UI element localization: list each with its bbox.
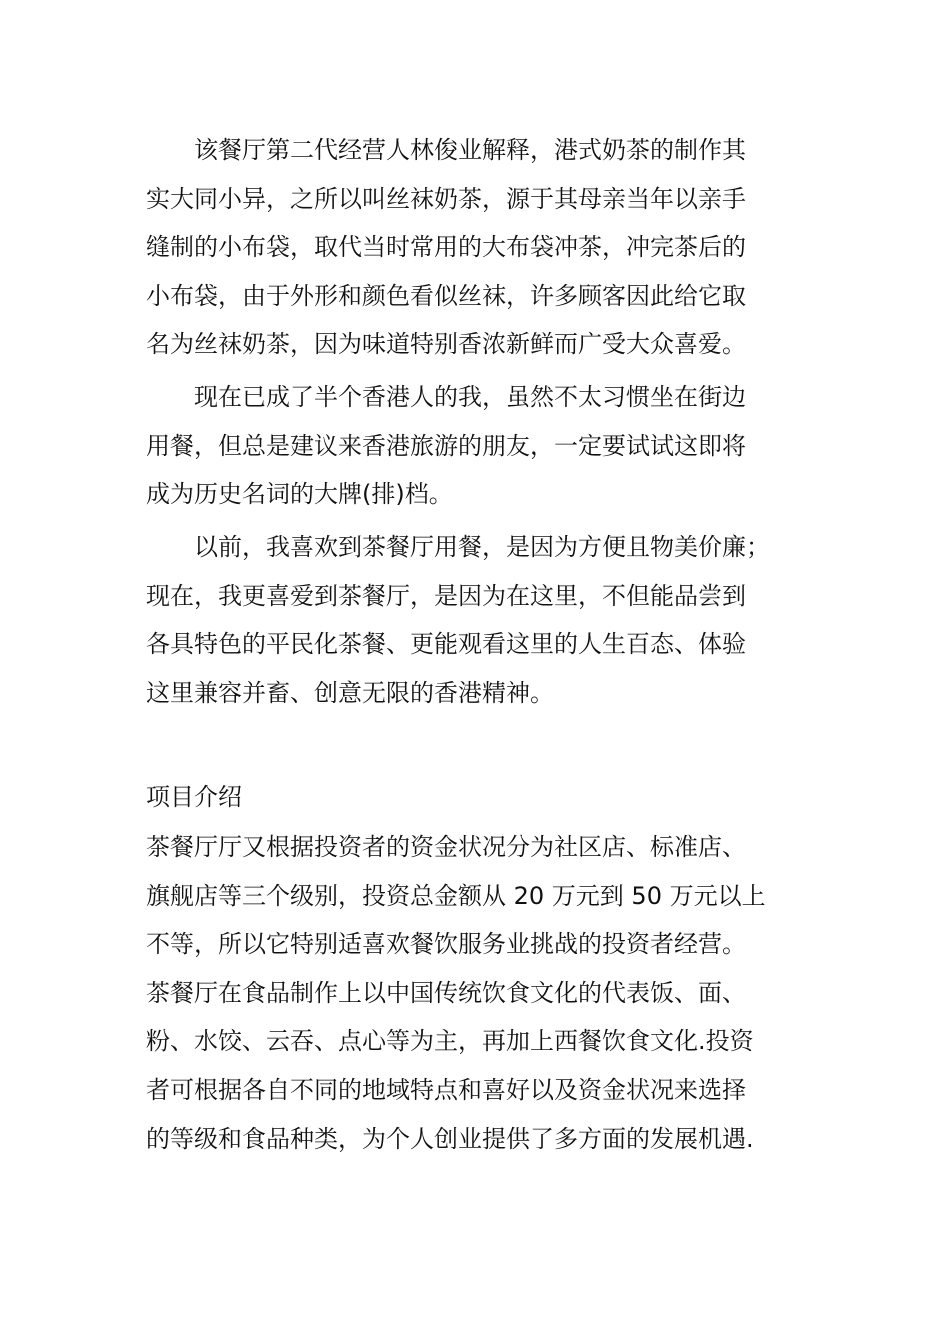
paragraph-line: 缝制的小布袋，取代当时常用的大布袋冲茶，冲完茶后的 — [146, 233, 746, 262]
paragraph-line: 小布袋，由于外形和颜色看似丝袜，许多顾客因此给它取 — [146, 281, 746, 310]
paragraph-line: 各具特色的平民化茶餐、更能观看这里的人生百态、体验 — [146, 630, 746, 659]
paragraph-tea-restaurant — [146, 523, 786, 717]
paragraph-line: 以前，我喜欢到茶餐厅用餐，是因为方便且物美价廉； — [194, 533, 770, 561]
paragraph-street-stall — [146, 373, 786, 519]
paragraph-line: 该餐厅第二代经营人林俊业解释，港式奶茶的制作其 — [194, 136, 746, 164]
paragraph-line: 茶餐厅厅又根据投资者的资金状况分为社区店、标准店、 — [146, 833, 746, 861]
paragraph-line: 用餐，但总是建议来香港旅游的朋友，一定要试试这即将 — [146, 431, 746, 460]
paragraph-line: 茶餐厅在食品制作上以中国传统饮食文化的代表饭、面、 — [146, 978, 746, 1007]
paragraph-line: 现在，我更喜爱到茶餐厅，是因为在这里，不但能品尝到 — [146, 581, 746, 610]
paragraph-line: 粉、水饺、云吞、点心等为主，再加上西餐饮食文化.投资 — [146, 1027, 754, 1056]
paragraph-line: 的等级和食品种类，为个人创业提供了多方面的发展机遇. — [146, 1124, 754, 1153]
paragraph-line: 旗舰店等三个级别，投资总金额从 20 万元到 50 万元以上 — [146, 881, 766, 910]
paragraph-line: 名为丝袜奶茶，因为味道特别香浓新鲜而广受大众喜爱。 — [146, 330, 746, 359]
paragraph-line: 现在已成了半个香港人的我，虽然不太习惯坐在街边 — [194, 383, 746, 411]
paragraph-line: 成为历史名词的大牌(排)档。 — [146, 480, 453, 509]
paragraph-project-intro — [146, 823, 786, 1163]
paragraph-line: 不等，所以它特别适喜欢餐饮服务业挑战的投资者经营。 — [146, 930, 746, 959]
section-heading: 项目介绍 — [146, 783, 242, 811]
paragraph-line: 实大同小异，之所以叫丝袜奶茶，源于其母亲当年以亲手 — [146, 184, 746, 213]
paragraph-line: 这里兼容并畜、创意无限的香港精神。 — [146, 678, 554, 707]
paragraph-milk-tea-origin — [146, 126, 786, 369]
paragraph-line: 者可根据各自不同的地域特点和喜好以及资金状况来选择 — [146, 1075, 746, 1104]
